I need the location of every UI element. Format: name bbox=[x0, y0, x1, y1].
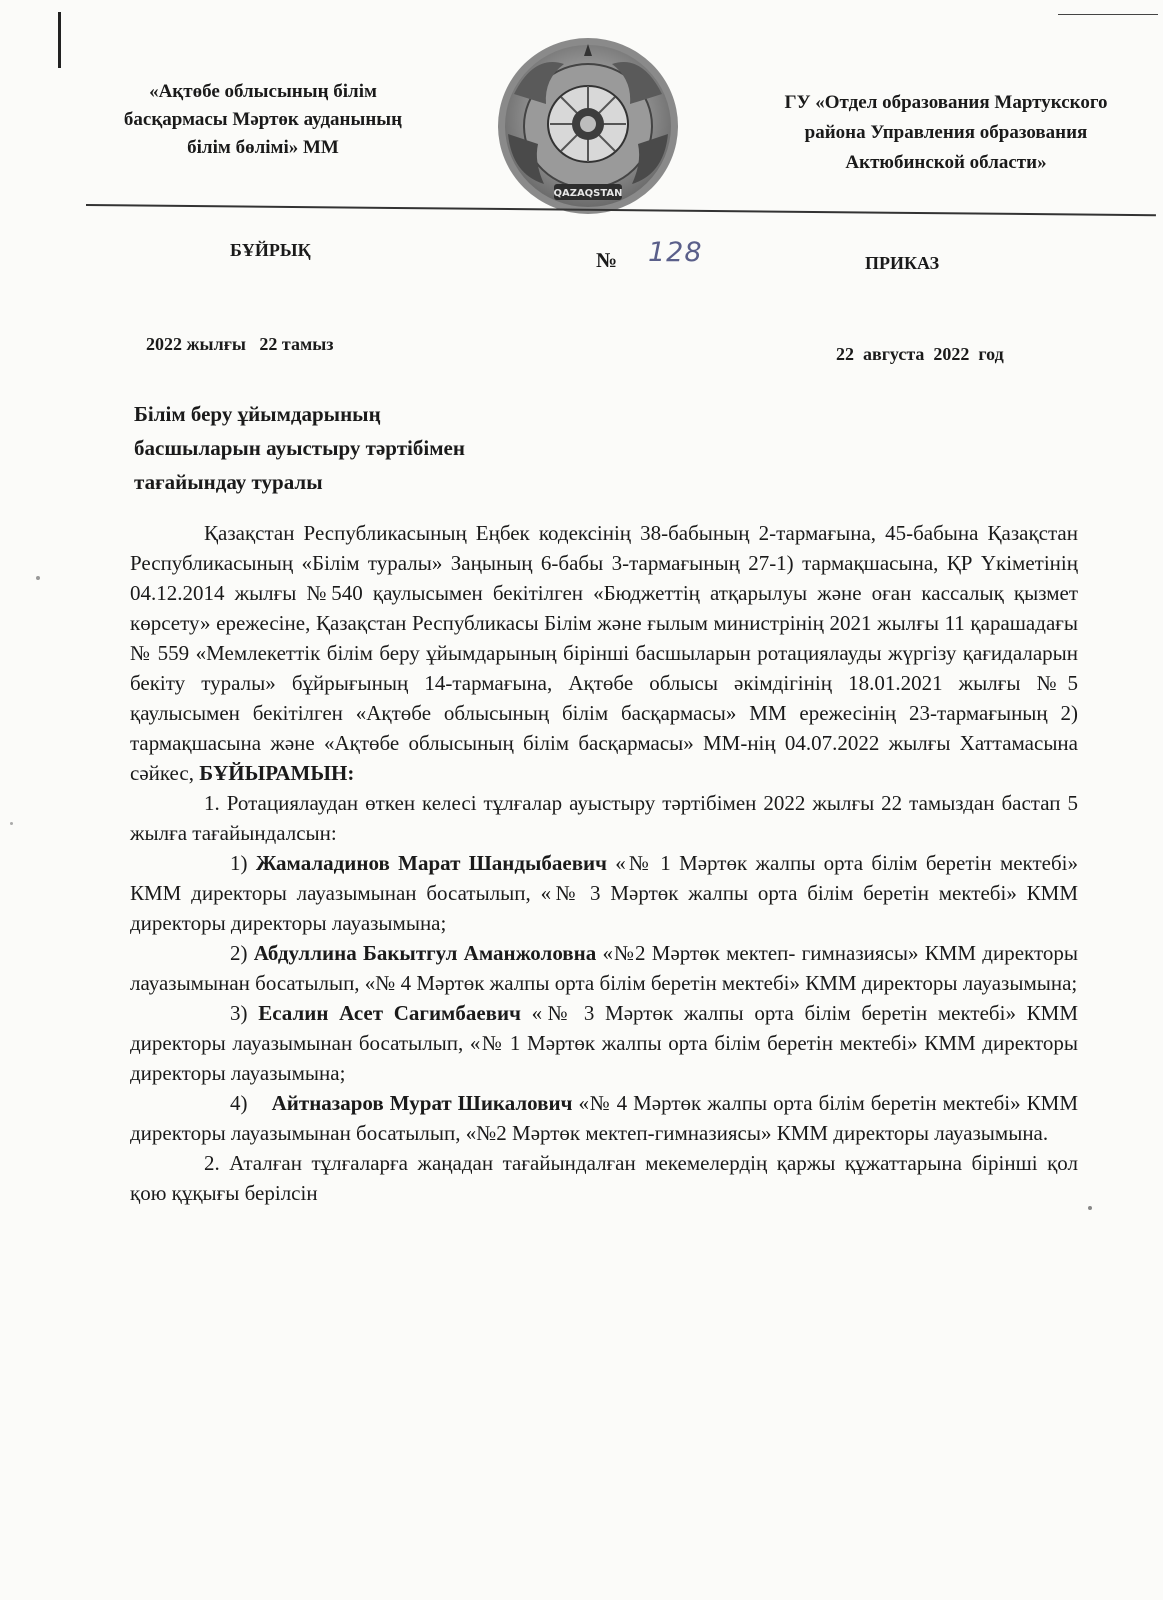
person-name: Айтназаров Мурат Шикалович bbox=[271, 1091, 573, 1115]
order-date-ru: 22 августа 2022 год bbox=[836, 344, 1004, 364]
order-label-kz: БҰЙРЫҚ bbox=[230, 240, 311, 260]
person-name: Есалин Асет Сагимбаевич bbox=[258, 1001, 521, 1025]
order-number-label: № bbox=[596, 248, 618, 272]
document-title-line: тағайындау туралы bbox=[134, 470, 323, 494]
subitem-number: 3) bbox=[230, 1001, 248, 1025]
preamble-text: Қазақстан Республикасының Еңбек кодексінің 38-бабының 2-тармағына, 45-бабына Қазақстан Республикасының «Білім туралы» Заңының 6-бабы 3-тармағының 27-1) тармақшасына, ҚР Үкіметінің 04.12.2014 жылғы №540 қаулысымен бекітілген «Бюджеттің атқарылуы және оған кассалық қызмет көрсету» ережесіне, Қазақстан Республикасы Білім және ғылым министрінің 2021 жылғы 11 қарашадағы № 559 «Мемлекеттік білім беру ұйымдарының бірінші басшыларын ротациялауды жүргізу қағидаларын бекіту туралы» бұйрығының 14-тармағына, Ақтөбе облысы әкімдігінің 18.01.2021 жылғы №5 қаулысымен бекітілген «Ақтөбе облысының білім басқармасы» ММ ережесінің 23-тармағының 2) тармақшасына және «Ақтөбе облысының білім басқармасы» ММ-нің 04.07.2022 жылғы Хаттамасына сәйкес, bbox=[130, 521, 1078, 785]
subitem-4 bbox=[130, 1088, 1078, 1148]
org-name-kz bbox=[90, 78, 436, 162]
subitem-1 bbox=[130, 848, 1078, 938]
org-name-ru-line: района Управления образования bbox=[804, 122, 1088, 143]
item-1-paragraph: 1. Ротациялаудан өткен келесі тұлғалар ауыстыру тәртібімен 2022 жылғы 22 тамыздан бастап 5 жылға тағайындалсын: bbox=[130, 791, 1078, 845]
document-title-line: Білім беру ұйымдарының bbox=[134, 402, 381, 426]
org-name-ru-line: ГУ «Отдел образования Мартукского bbox=[784, 92, 1108, 113]
org-name-kz-line: басқармасы Мәртөк ауданының bbox=[123, 109, 403, 130]
scan-edge-mark bbox=[58, 12, 61, 68]
document-title-line: басшыларын ауыстыру тәртібімен bbox=[134, 436, 465, 460]
person-name: Жамаладинов Марат Шандыбаевич bbox=[255, 851, 607, 875]
org-name-kz-line: «Ақтөбе облысының білім bbox=[149, 81, 377, 102]
state-emblem-icon bbox=[494, 34, 682, 218]
item-2-paragraph: 2. Аталған тұлғаларға жаңадан тағайындалған мекемелердің қаржы құжаттарына бірінші қол қою құқығы берілсін bbox=[130, 1151, 1078, 1205]
org-name-kz-line: білім бөлімі» ММ bbox=[187, 137, 339, 158]
subitem-text: «№ 1 Мәртөк жалпы орта білім беретін мектебі» КММ директоры лауазымынан босатылып, «№ 3 Мәртөк жалпы орта білім беретін мектебі» КММ директоры директоры лауазымына; bbox=[130, 851, 1078, 935]
scan-speck bbox=[1088, 1206, 1092, 1210]
subitem-number: 2) bbox=[230, 941, 248, 965]
document-title bbox=[134, 397, 465, 499]
document-body bbox=[130, 518, 1078, 1208]
order-word: БҰЙЫРАМЫН: bbox=[199, 761, 355, 785]
order-date-kz: 2022 жылғы 22 тамыз bbox=[146, 334, 334, 354]
subitem-text: «№ 4 Мәртөк жалпы орта білім беретін мектебі» КММ директоры лауазымынан босатылып, «№2 Мәртөк мектеп-гимназиясы» КММ директоры лауазымына. bbox=[130, 1091, 1079, 1145]
order-number-handwritten: 128 bbox=[648, 237, 703, 268]
org-name-ru bbox=[736, 88, 1156, 178]
subitem-2 bbox=[130, 938, 1078, 998]
org-name-ru-line: Актюбинской области» bbox=[845, 152, 1047, 173]
scan-speck bbox=[36, 576, 40, 580]
person-name: Абдуллина Бакытгул Аманжоловна bbox=[253, 941, 597, 965]
subitem-text: «№2 Мәртөк мектеп- гимназиясы» КММ директоры лауазымынан босатылып, «№ 4 Мәртөк жалпы орта білім беретін мектебі» КММ директоры лауазымына; bbox=[130, 941, 1078, 995]
scan-corner-mark bbox=[1058, 0, 1158, 15]
subitem-number: 4) bbox=[230, 1091, 248, 1115]
order-label-ru: ПРИКАЗ bbox=[865, 253, 940, 273]
scan-speck bbox=[10, 822, 13, 825]
subitem-number: 1) bbox=[230, 851, 248, 875]
preamble-paragraph bbox=[130, 518, 1078, 788]
emblem-text: QAZAQSTAN bbox=[553, 188, 623, 199]
subitem-3 bbox=[130, 998, 1078, 1088]
subitem-text: «№ 3 Мәртөк жалпы орта білім беретін мектебі» КММ директоры лауазымынан босатылып, «№ 1 Мәртөк жалпы орта білім беретін мектебі» КММ директоры директоры лауазымына; bbox=[130, 1001, 1079, 1085]
